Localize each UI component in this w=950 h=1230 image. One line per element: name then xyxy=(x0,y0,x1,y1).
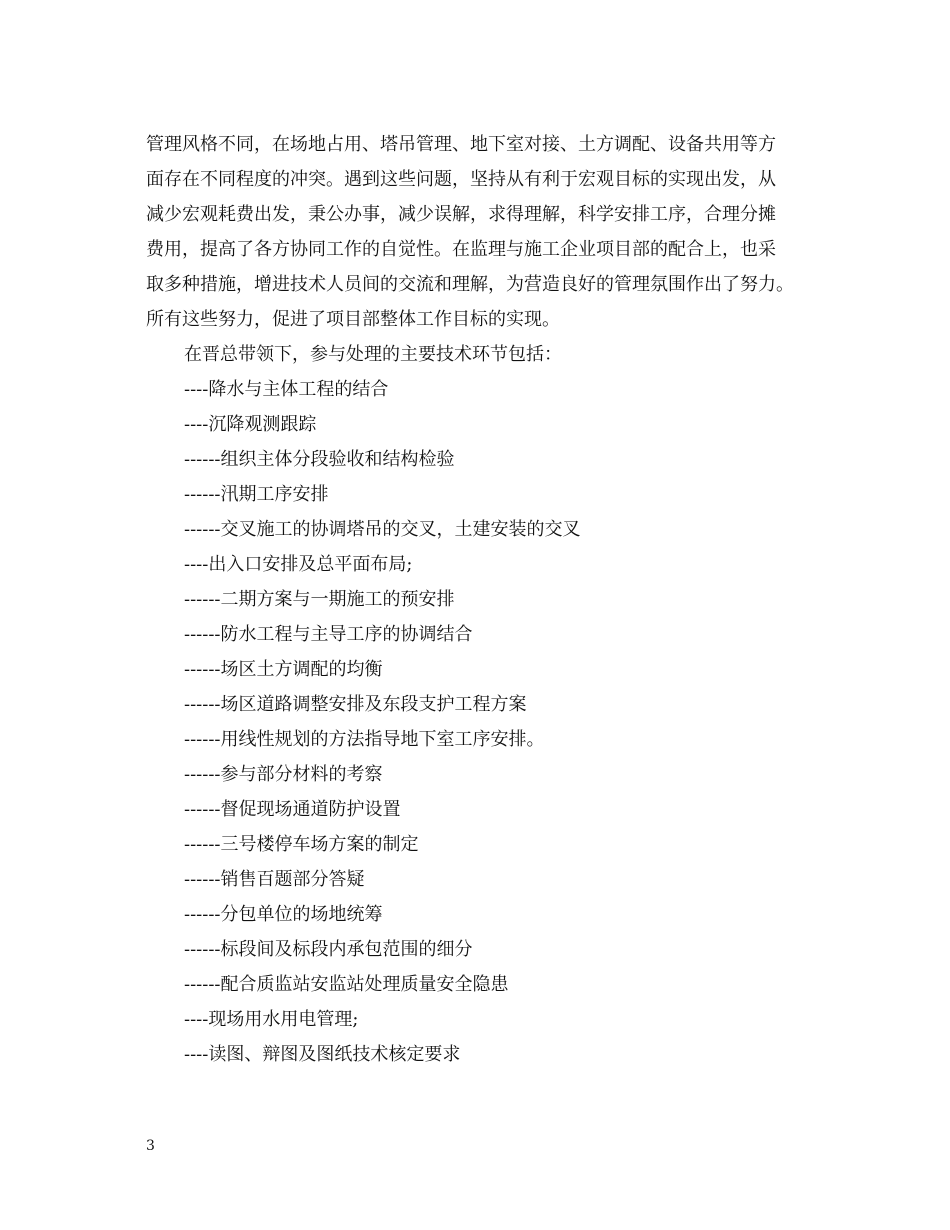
body-paragraph xyxy=(146,127,826,337)
page-number: 3 xyxy=(146,1138,155,1154)
list-item: ------督促现场通道防护设置 xyxy=(184,799,401,820)
list-item: ----出入口安排及总平面布局; xyxy=(184,554,413,575)
list-item: ----读图、辩图及图纸技术核定要求 xyxy=(184,1044,461,1065)
technical-items-list xyxy=(146,372,826,1072)
list-item: ------组织主体分段验收和结构检验 xyxy=(184,449,455,470)
list-item: ------销售百题部分答疑 xyxy=(184,869,365,890)
list-item: ------防水工程与主导工序的协调结合 xyxy=(184,624,473,645)
paragraph-line: 取多种措施，增进技术人员间的交流和理解，为营造良好的管理氛围作出了努力。 xyxy=(146,274,794,295)
list-item: ------配合质监站安监站处理质量安全隐患 xyxy=(184,974,509,995)
paragraph-line: 面存在不同程度的冲突。遇到这些问题，坚持从有利于宏观目标的实现出发，从 xyxy=(146,169,776,190)
list-item: ------场区道路调整安排及东段支护工程方案 xyxy=(184,694,527,715)
list-item: ----降水与主体工程的结合 xyxy=(184,379,389,400)
list-item: ------二期方案与一期施工的预安排 xyxy=(184,589,455,610)
list-intro: 在晋总带领下，参与处理的主要技术环节包括： xyxy=(184,344,562,365)
list-item: ------场区土方调配的均衡 xyxy=(184,659,383,680)
list-item: ------标段间及标段内承包范围的细分 xyxy=(184,939,473,960)
list-item: ----现场用水用电管理; xyxy=(184,1009,359,1030)
list-item: ------交叉施工的协调塔吊的交叉，土建安装的交叉 xyxy=(184,519,581,540)
list-item: ------汛期工序安排 xyxy=(184,484,329,505)
list-item: ----沉降观测跟踪 xyxy=(184,414,317,435)
list-item: ------分包单位的场地统筹 xyxy=(184,904,383,925)
list-item: ------三号楼停车场方案的制定 xyxy=(184,834,419,855)
paragraph-line: 减少宏观耗费出发，秉公办事，减少误解，求得理解，科学安排工序，合理分摊 xyxy=(146,204,776,225)
paragraph-line: 所有这些努力，促进了项目部整体工作目标的实现。 xyxy=(146,309,560,330)
page-content xyxy=(146,127,826,1072)
list-item: ------参与部分材料的考察 xyxy=(184,764,383,785)
list-item: ------用线性规划的方法指导地下室工序安排。 xyxy=(184,729,545,750)
paragraph-line: 管理风格不同，在场地占用、塔吊管理、地下室对接、土方调配、设备共用等方 xyxy=(146,134,776,155)
paragraph-line: 费用，提高了各方协同工作的自觉性。在监理与施工企业项目部的配合上，也采 xyxy=(146,239,776,260)
